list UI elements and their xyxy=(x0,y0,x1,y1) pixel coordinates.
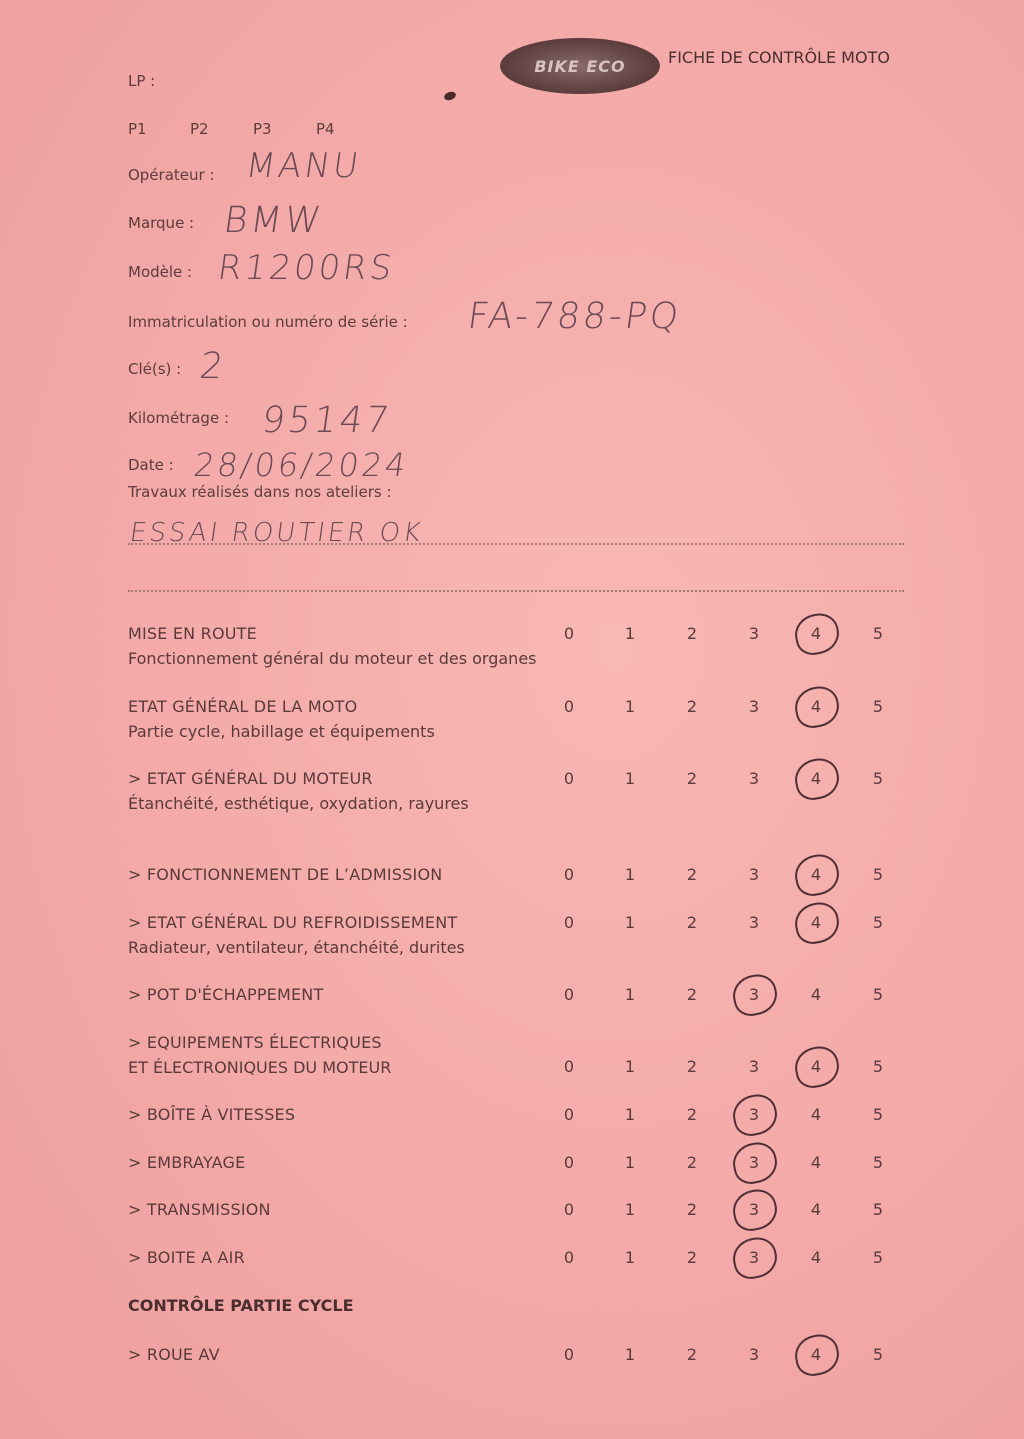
rating-option-2[interactable]: 2 xyxy=(686,1057,698,1076)
rating-row-subtitle: Fonctionnement général du moteur et des organes xyxy=(128,649,537,668)
rating-option-3[interactable]: 3 xyxy=(748,1200,760,1219)
rating-row-title: > ETAT GÉNÉRAL DU MOTEUR xyxy=(128,769,373,788)
rating-option-0[interactable]: 0 xyxy=(563,913,575,932)
rating-option-5[interactable]: 5 xyxy=(872,1200,884,1219)
rating-option-1[interactable]: 1 xyxy=(624,624,636,643)
travaux-value[interactable]: ESSAI ROUTIER OK xyxy=(127,518,426,548)
kilometrage-value[interactable]: 95147 xyxy=(259,400,395,441)
marque-label: Marque : xyxy=(128,214,195,232)
rating-option-5[interactable]: 5 xyxy=(872,1248,884,1267)
rating-row-subtitle: ET ÉLECTRONIQUES DU MOTEUR xyxy=(128,1058,392,1077)
rating-option-1[interactable]: 1 xyxy=(624,1153,636,1172)
rating-option-4[interactable]: 4 xyxy=(810,1345,822,1364)
selected-rating-circle xyxy=(791,610,842,658)
rating-row-title: > EQUIPEMENTS ÉLECTRIQUES xyxy=(128,1033,382,1052)
travaux-label: Travaux réalisés dans nos ateliers : xyxy=(128,483,392,501)
rating-option-3[interactable]: 3 xyxy=(748,913,760,932)
travaux-line-2 xyxy=(128,590,904,592)
date-value[interactable]: 28/06/2024 xyxy=(191,446,412,484)
rating-row-subtitle: Partie cycle, habillage et équipements xyxy=(128,722,435,741)
rating-option-3[interactable]: 3 xyxy=(748,1153,760,1172)
rating-option-1[interactable]: 1 xyxy=(624,913,636,932)
rating-option-5[interactable]: 5 xyxy=(872,1153,884,1172)
p3-label: P3 xyxy=(253,120,272,138)
rating-option-2[interactable]: 2 xyxy=(686,1248,698,1267)
rating-option-3[interactable]: 3 xyxy=(748,1345,760,1364)
marque-value[interactable]: BMW xyxy=(221,200,327,241)
rating-option-3[interactable]: 3 xyxy=(748,1057,760,1076)
ink-blot xyxy=(443,90,457,102)
rating-row-title: > BOITE A AIR xyxy=(128,1248,245,1267)
rating-option-0[interactable]: 0 xyxy=(563,865,575,884)
operateur-value[interactable]: MANU xyxy=(243,146,364,186)
rating-option-5[interactable]: 5 xyxy=(872,1345,884,1364)
form-title: FICHE DE CONTRÔLE MOTO xyxy=(668,48,890,67)
p1-label: P1 xyxy=(128,120,147,138)
rating-row-title: > TRANSMISSION xyxy=(128,1200,271,1219)
rating-option-4[interactable]: 4 xyxy=(810,913,822,932)
rating-option-5[interactable]: 5 xyxy=(872,769,884,788)
rating-option-1[interactable]: 1 xyxy=(624,865,636,884)
rating-option-1[interactable]: 1 xyxy=(624,1248,636,1267)
rating-option-2[interactable]: 2 xyxy=(686,985,698,1004)
rating-option-5[interactable]: 5 xyxy=(872,1057,884,1076)
rating-option-1[interactable]: 1 xyxy=(624,985,636,1004)
rating-option-4[interactable]: 4 xyxy=(810,697,822,716)
rating-option-0[interactable]: 0 xyxy=(563,1200,575,1219)
selected-rating-circle xyxy=(791,851,842,899)
rating-option-3[interactable]: 3 xyxy=(748,624,760,643)
rating-option-0[interactable]: 0 xyxy=(563,1345,575,1364)
rating-option-1[interactable]: 1 xyxy=(624,1345,636,1364)
rating-option-2[interactable]: 2 xyxy=(686,1345,698,1364)
rating-row-title: ETAT GÉNÉRAL DE LA MOTO xyxy=(128,697,358,716)
rating-option-3[interactable]: 3 xyxy=(748,865,760,884)
rating-row-title: > ROUE AV xyxy=(128,1345,220,1364)
rating-option-1[interactable]: 1 xyxy=(624,1057,636,1076)
rating-option-5[interactable]: 5 xyxy=(872,985,884,1004)
selected-rating-circle xyxy=(729,1091,780,1139)
selected-rating-circle xyxy=(791,755,842,803)
rating-option-0[interactable]: 0 xyxy=(563,1105,575,1124)
rating-option-3[interactable]: 3 xyxy=(748,1248,760,1267)
rating-row-title: > ETAT GÉNÉRAL DU REFROIDISSEMENT xyxy=(128,913,458,932)
rating-option-5[interactable]: 5 xyxy=(872,697,884,716)
rating-option-3[interactable]: 3 xyxy=(748,1105,760,1124)
rating-option-2[interactable]: 2 xyxy=(686,913,698,932)
rating-option-2[interactable]: 2 xyxy=(686,697,698,716)
rating-row-title: MISE EN ROUTE xyxy=(128,624,257,643)
rating-option-0[interactable]: 0 xyxy=(563,1057,575,1076)
date-label: Date : xyxy=(128,456,174,474)
rating-option-5[interactable]: 5 xyxy=(872,865,884,884)
rating-option-2[interactable]: 2 xyxy=(686,1153,698,1172)
rating-row-title: > BOÎTE À VITESSES xyxy=(128,1105,296,1124)
rating-option-4[interactable]: 4 xyxy=(810,1057,822,1076)
rating-option-0[interactable]: 0 xyxy=(563,1248,575,1267)
rating-option-4[interactable]: 4 xyxy=(810,1200,822,1219)
rating-option-4[interactable]: 4 xyxy=(810,865,822,884)
operateur-label: Opérateur : xyxy=(128,166,215,184)
selected-rating-circle xyxy=(791,1331,842,1379)
modele-value[interactable]: R1200RS xyxy=(215,248,398,288)
rating-option-0[interactable]: 0 xyxy=(563,624,575,643)
rating-option-0[interactable]: 0 xyxy=(563,1153,575,1172)
rating-option-2[interactable]: 2 xyxy=(686,1200,698,1219)
rating-option-4[interactable]: 4 xyxy=(810,1105,822,1124)
rating-row-title: > POT D'ÉCHAPPEMENT xyxy=(128,985,324,1004)
rating-option-0[interactable]: 0 xyxy=(563,769,575,788)
immatriculation-label: Immatriculation ou numéro de série : xyxy=(128,313,408,331)
rating-option-3[interactable]: 3 xyxy=(748,985,760,1004)
company-logo: BIKE ECO xyxy=(500,38,660,94)
rating-option-4[interactable]: 4 xyxy=(810,624,822,643)
rating-option-2[interactable]: 2 xyxy=(686,624,698,643)
modele-label: Modèle : xyxy=(128,263,193,281)
selected-rating-circle xyxy=(791,1043,842,1091)
rating-option-1[interactable]: 1 xyxy=(624,769,636,788)
rating-option-5[interactable]: 5 xyxy=(872,624,884,643)
rating-option-2[interactable]: 2 xyxy=(686,769,698,788)
rating-option-5[interactable]: 5 xyxy=(872,1105,884,1124)
rating-option-4[interactable]: 4 xyxy=(810,769,822,788)
rating-row-subtitle: Étanchéité, esthétique, oxydation, rayures xyxy=(128,794,469,813)
travaux-line-1 xyxy=(128,543,904,545)
immatriculation-value[interactable]: FA-788-PQ xyxy=(465,296,684,337)
p2-label: P2 xyxy=(190,120,209,138)
rating-option-1[interactable]: 1 xyxy=(624,697,636,716)
selected-rating-circle xyxy=(729,971,780,1019)
rating-option-3[interactable]: 3 xyxy=(748,697,760,716)
rating-option-2[interactable]: 2 xyxy=(686,865,698,884)
kilometrage-label: Kilométrage : xyxy=(128,409,230,427)
selected-rating-circle xyxy=(729,1234,780,1282)
rating-option-4[interactable]: 4 xyxy=(810,1153,822,1172)
rating-option-1[interactable]: 1 xyxy=(624,1105,636,1124)
cles-label: Clé(s) : xyxy=(128,360,182,378)
rating-option-4[interactable]: 4 xyxy=(810,1248,822,1267)
rating-option-0[interactable]: 0 xyxy=(563,697,575,716)
selected-rating-circle xyxy=(729,1139,780,1187)
selected-rating-circle xyxy=(791,899,842,947)
lp-label: LP : xyxy=(128,72,156,90)
section-heading: CONTRÔLE PARTIE CYCLE xyxy=(128,1296,354,1315)
rating-option-5[interactable]: 5 xyxy=(872,913,884,932)
p4-label: P4 xyxy=(316,120,335,138)
rating-option-3[interactable]: 3 xyxy=(748,769,760,788)
cles-value[interactable]: 2 xyxy=(197,346,229,387)
rating-option-0[interactable]: 0 xyxy=(563,985,575,1004)
rating-option-1[interactable]: 1 xyxy=(624,1200,636,1219)
rating-row-title: > FONCTIONNEMENT DE L’ADMISSION xyxy=(128,865,443,884)
rating-option-4[interactable]: 4 xyxy=(810,985,822,1004)
selected-rating-circle xyxy=(791,683,842,731)
rating-row-subtitle: Radiateur, ventilateur, étanchéité, durites xyxy=(128,938,465,957)
rating-row-title: > EMBRAYAGE xyxy=(128,1153,246,1172)
rating-option-2[interactable]: 2 xyxy=(686,1105,698,1124)
selected-rating-circle xyxy=(729,1186,780,1234)
